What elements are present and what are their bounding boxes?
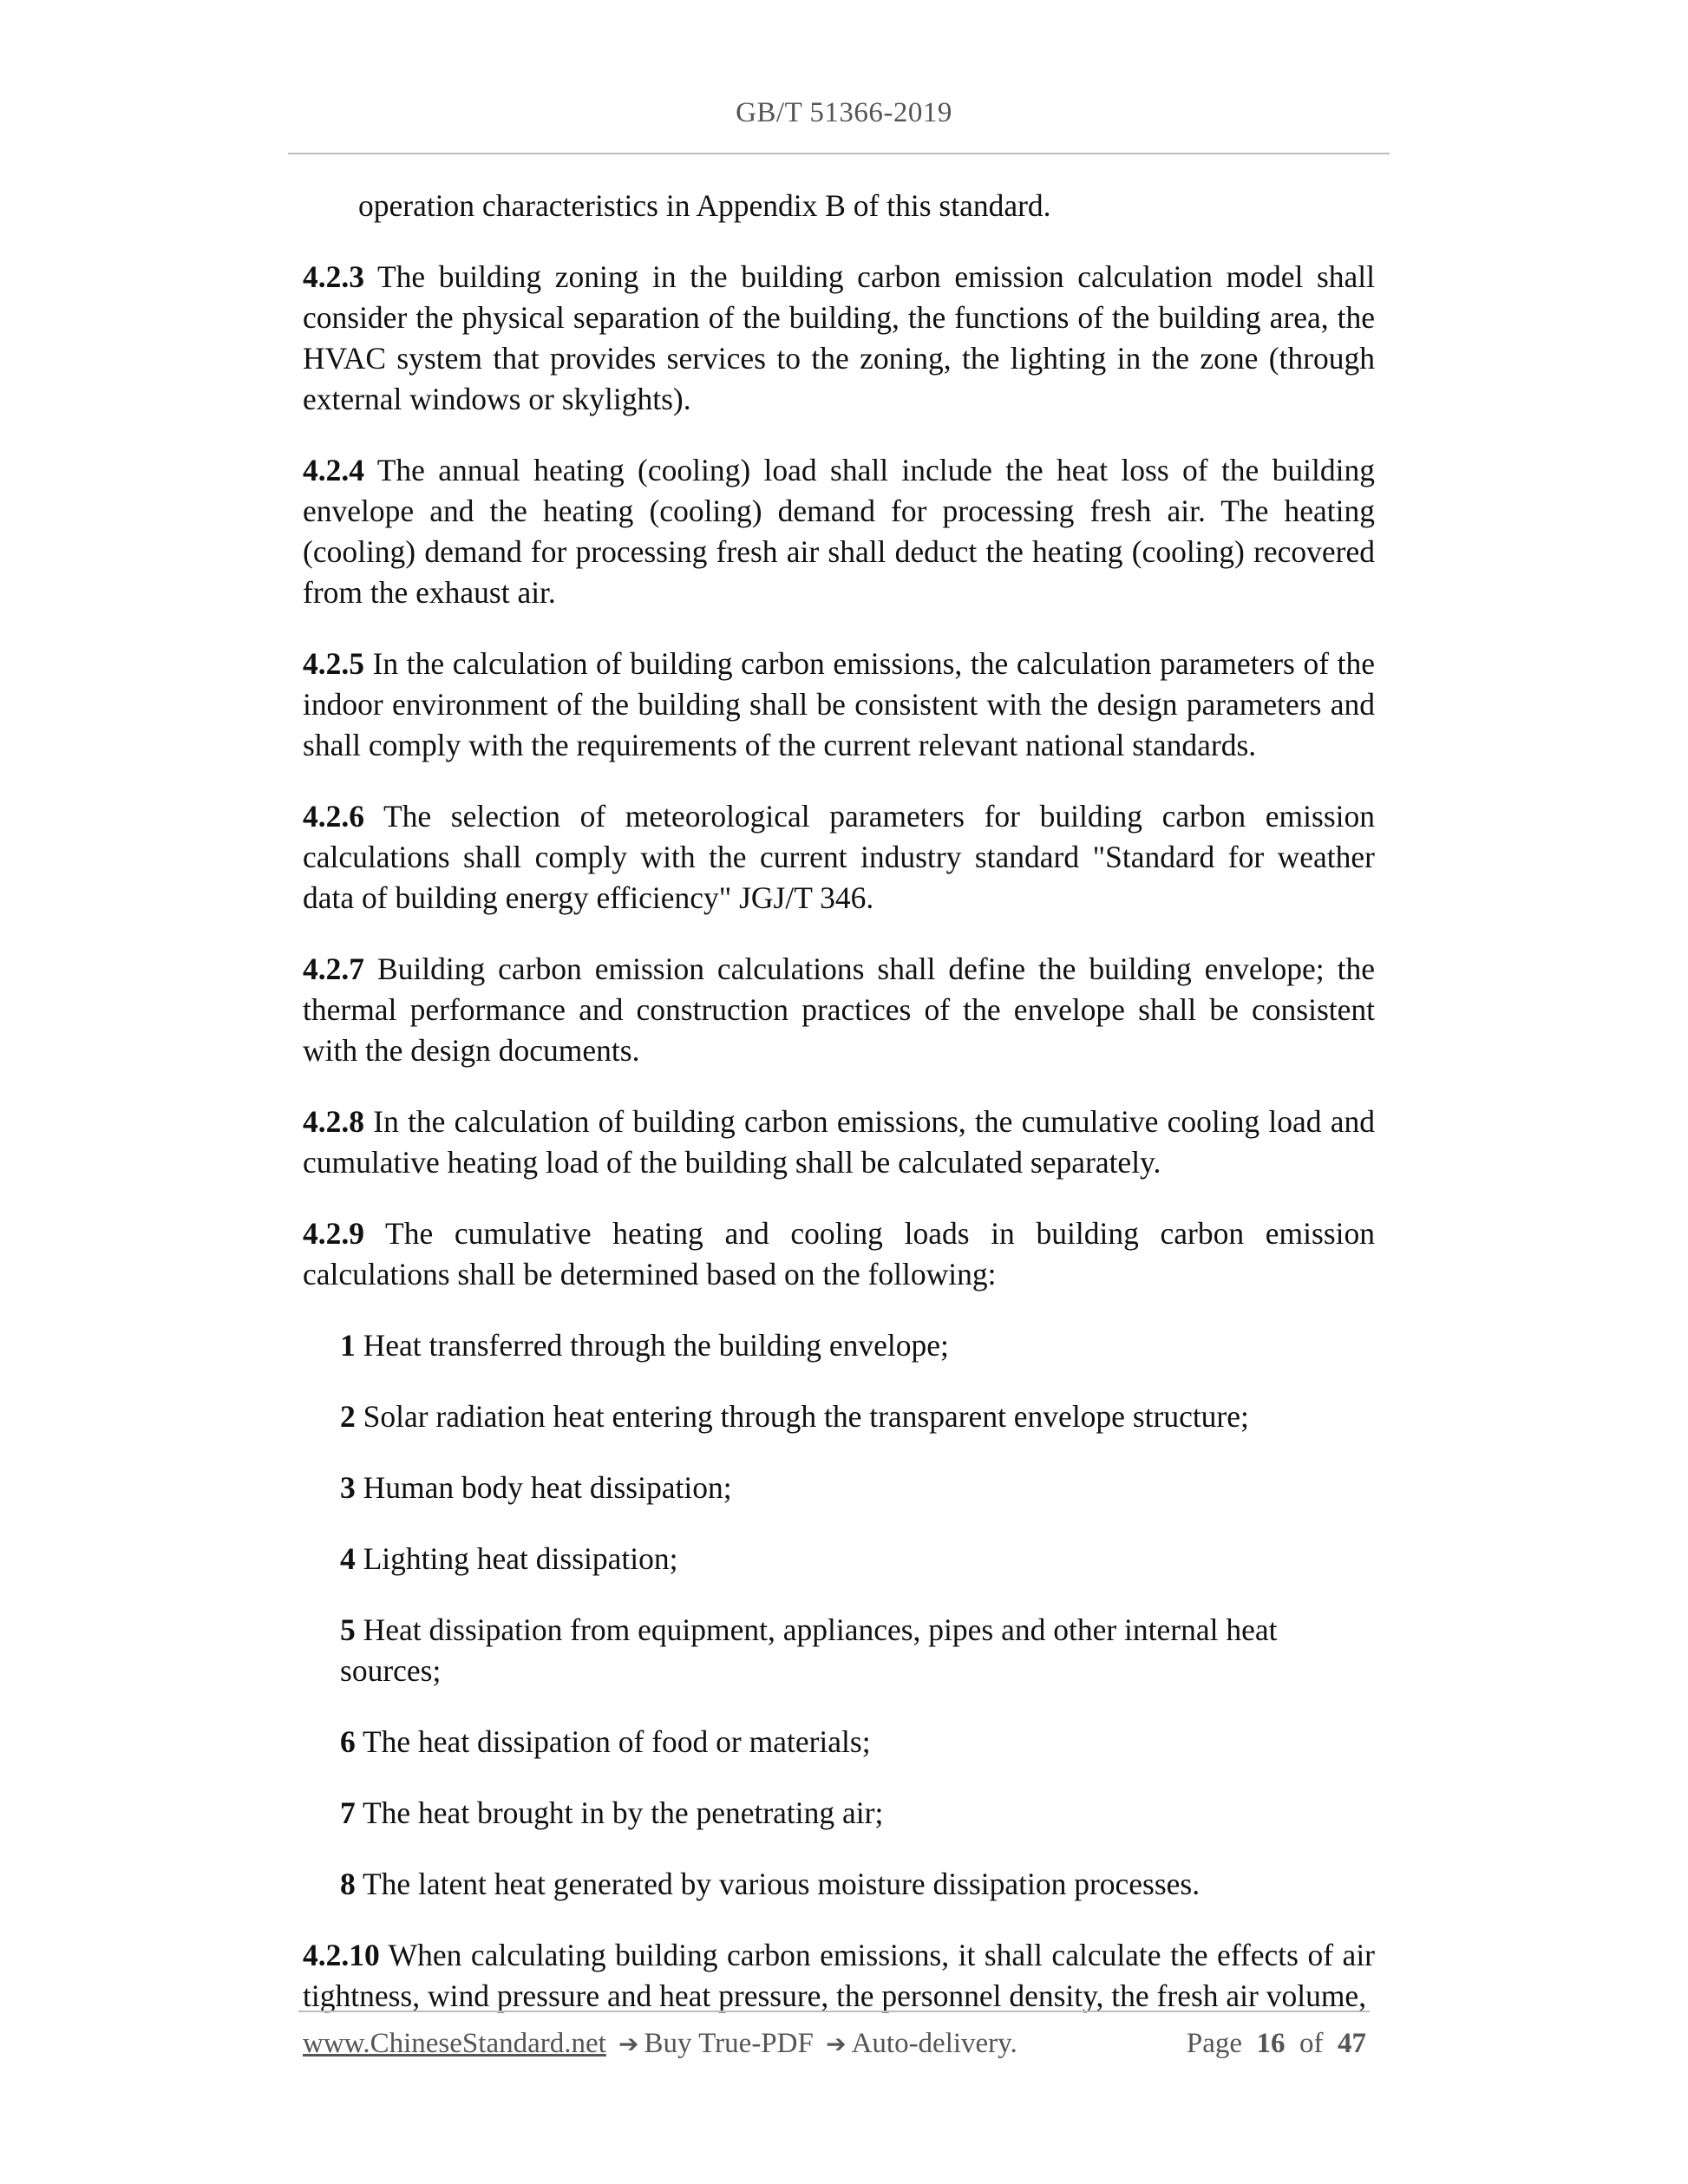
list-item-text: The heat dissipation of food or materials; [355, 1724, 871, 1759]
list-item-text: The latent heat generated by various moisture dissipation processes. [355, 1867, 1201, 1901]
clause-4-2-3 [303, 257, 1375, 420]
clause-number: 4.2.5 [303, 646, 364, 681]
current-page: 16 [1256, 2028, 1286, 2059]
right-arrow-icon: ➔ [618, 2030, 639, 2058]
list-item-number: 2 [340, 1399, 356, 1434]
continuation-paragraph: operation characteristics in Appendix B of this standard. [358, 188, 1051, 223]
clause-number: 4.2.10 [303, 1938, 380, 1972]
clause-text: When calculating building carbon emissions, it shall calculate the effects of air tightness, wind pressure and heat pressure, the personnel density, the fresh air volume, [303, 1938, 1375, 2013]
list-item-text: Heat dissipation from equipment, appliances, pipes and other internal heat sources; [340, 1612, 1278, 1688]
total-pages: 47 [1338, 2028, 1366, 2059]
list-item [303, 1396, 1375, 1437]
list-item-number: 3 [340, 1470, 356, 1505]
list-item [303, 1468, 1375, 1508]
clause-text: The cumulative heating and cooling loads in building carbon emission calculations shall be determined based on the following: [303, 1216, 1375, 1291]
clause-text: In the calculation of building carbon emissions, the cumulative cooling load and cumulative heating load of the building shall be calculated separately. [303, 1104, 1375, 1180]
clause-number: 4.2.9 [303, 1216, 364, 1251]
website-link[interactable]: www.ChineseStandard.net [303, 2028, 606, 2059]
page-footer [303, 2028, 1370, 2066]
right-arrow-icon: ➔ [826, 2030, 847, 2058]
clause-number: 4.2.6 [303, 799, 364, 834]
list-item-number: 5 [340, 1612, 356, 1647]
page-body [303, 186, 1375, 2047]
clause-4-2-7 [303, 949, 1375, 1071]
clause-number: 4.2.8 [303, 1104, 364, 1139]
list-item-number: 8 [340, 1867, 356, 1901]
list-item [303, 1325, 1375, 1366]
list-item [303, 1793, 1375, 1834]
list-item-text: Heat transferred through the building envelope; [355, 1328, 949, 1363]
page-header: GB/T 51366-2019 [736, 97, 952, 128]
clause-4-2-6 [303, 796, 1375, 919]
header-divider [288, 153, 1390, 154]
page-number [1187, 2028, 1366, 2060]
footer-divider [298, 2011, 1370, 2012]
clause-number: 4.2.7 [303, 951, 364, 986]
page-label: Page [1186, 2028, 1242, 2059]
list-item [303, 1864, 1375, 1905]
clause-text: Building carbon emission calculations shall define the building envelope; the thermal performance and construction practices of the envelope shall be consistent with the design documents. [303, 951, 1375, 1068]
clause-4-2-4 [303, 450, 1375, 613]
list-item-number: 6 [340, 1724, 356, 1759]
list-item [303, 1539, 1375, 1579]
of-label: of [1299, 2028, 1324, 2059]
buy-true-pdf-text: Buy True-PDF [644, 2028, 814, 2059]
list-item-number: 1 [340, 1328, 356, 1363]
list-item-text: The heat brought in by the penetrating air; [355, 1795, 884, 1830]
list-item-number: 7 [340, 1795, 356, 1830]
clause-text: The selection of meteorological parameters for building carbon emission calculations shall comply with the current industry standard "Standard for weather data of building energy efficiency" JGJ/T 346. [303, 799, 1375, 915]
clause-text: In the calculation of building carbon emissions, the calculation parameters of the indoor environment of the building shall be consistent with the design parameters and shall comply with the requirements of the current relevant national standards. [303, 646, 1375, 762]
clause-number: 4.2.3 [303, 259, 364, 294]
clause-4-2-8 [303, 1102, 1375, 1183]
clause-number: 4.2.4 [303, 453, 364, 487]
list-item-text: Human body heat dissipation; [355, 1470, 732, 1505]
clause-4-2-9 [303, 1213, 1375, 1295]
auto-delivery-text: Auto-delivery. [851, 2028, 1017, 2059]
clause-text: The annual heating (cooling) load shall include the heat loss of the building envelope and the heating (cooling) demand for processing fresh air. The heating (cooling) demand for processing fresh air shall deduct the heating (cooling) recovered from the exhaust air. [303, 453, 1375, 610]
list-item [303, 1610, 1375, 1691]
footer-promo [303, 2028, 1017, 2060]
list-item-text: Lighting heat dissipation; [355, 1541, 678, 1576]
list-item [303, 1722, 1375, 1762]
clause-4-2-10 [303, 1935, 1375, 2017]
clause-4-2-5 [303, 644, 1375, 766]
clause-text: The building zoning in the building carbon emission calculation model shall consider the physical separation of the building, the functions of the building area, the HVAC system that provides services to the zoning, the lighting in the zone (through external windows or skylights). [303, 259, 1375, 416]
list-item-number: 4 [340, 1541, 356, 1576]
list-item-text: Solar radiation heat entering through the transparent envelope structure; [355, 1399, 1249, 1434]
